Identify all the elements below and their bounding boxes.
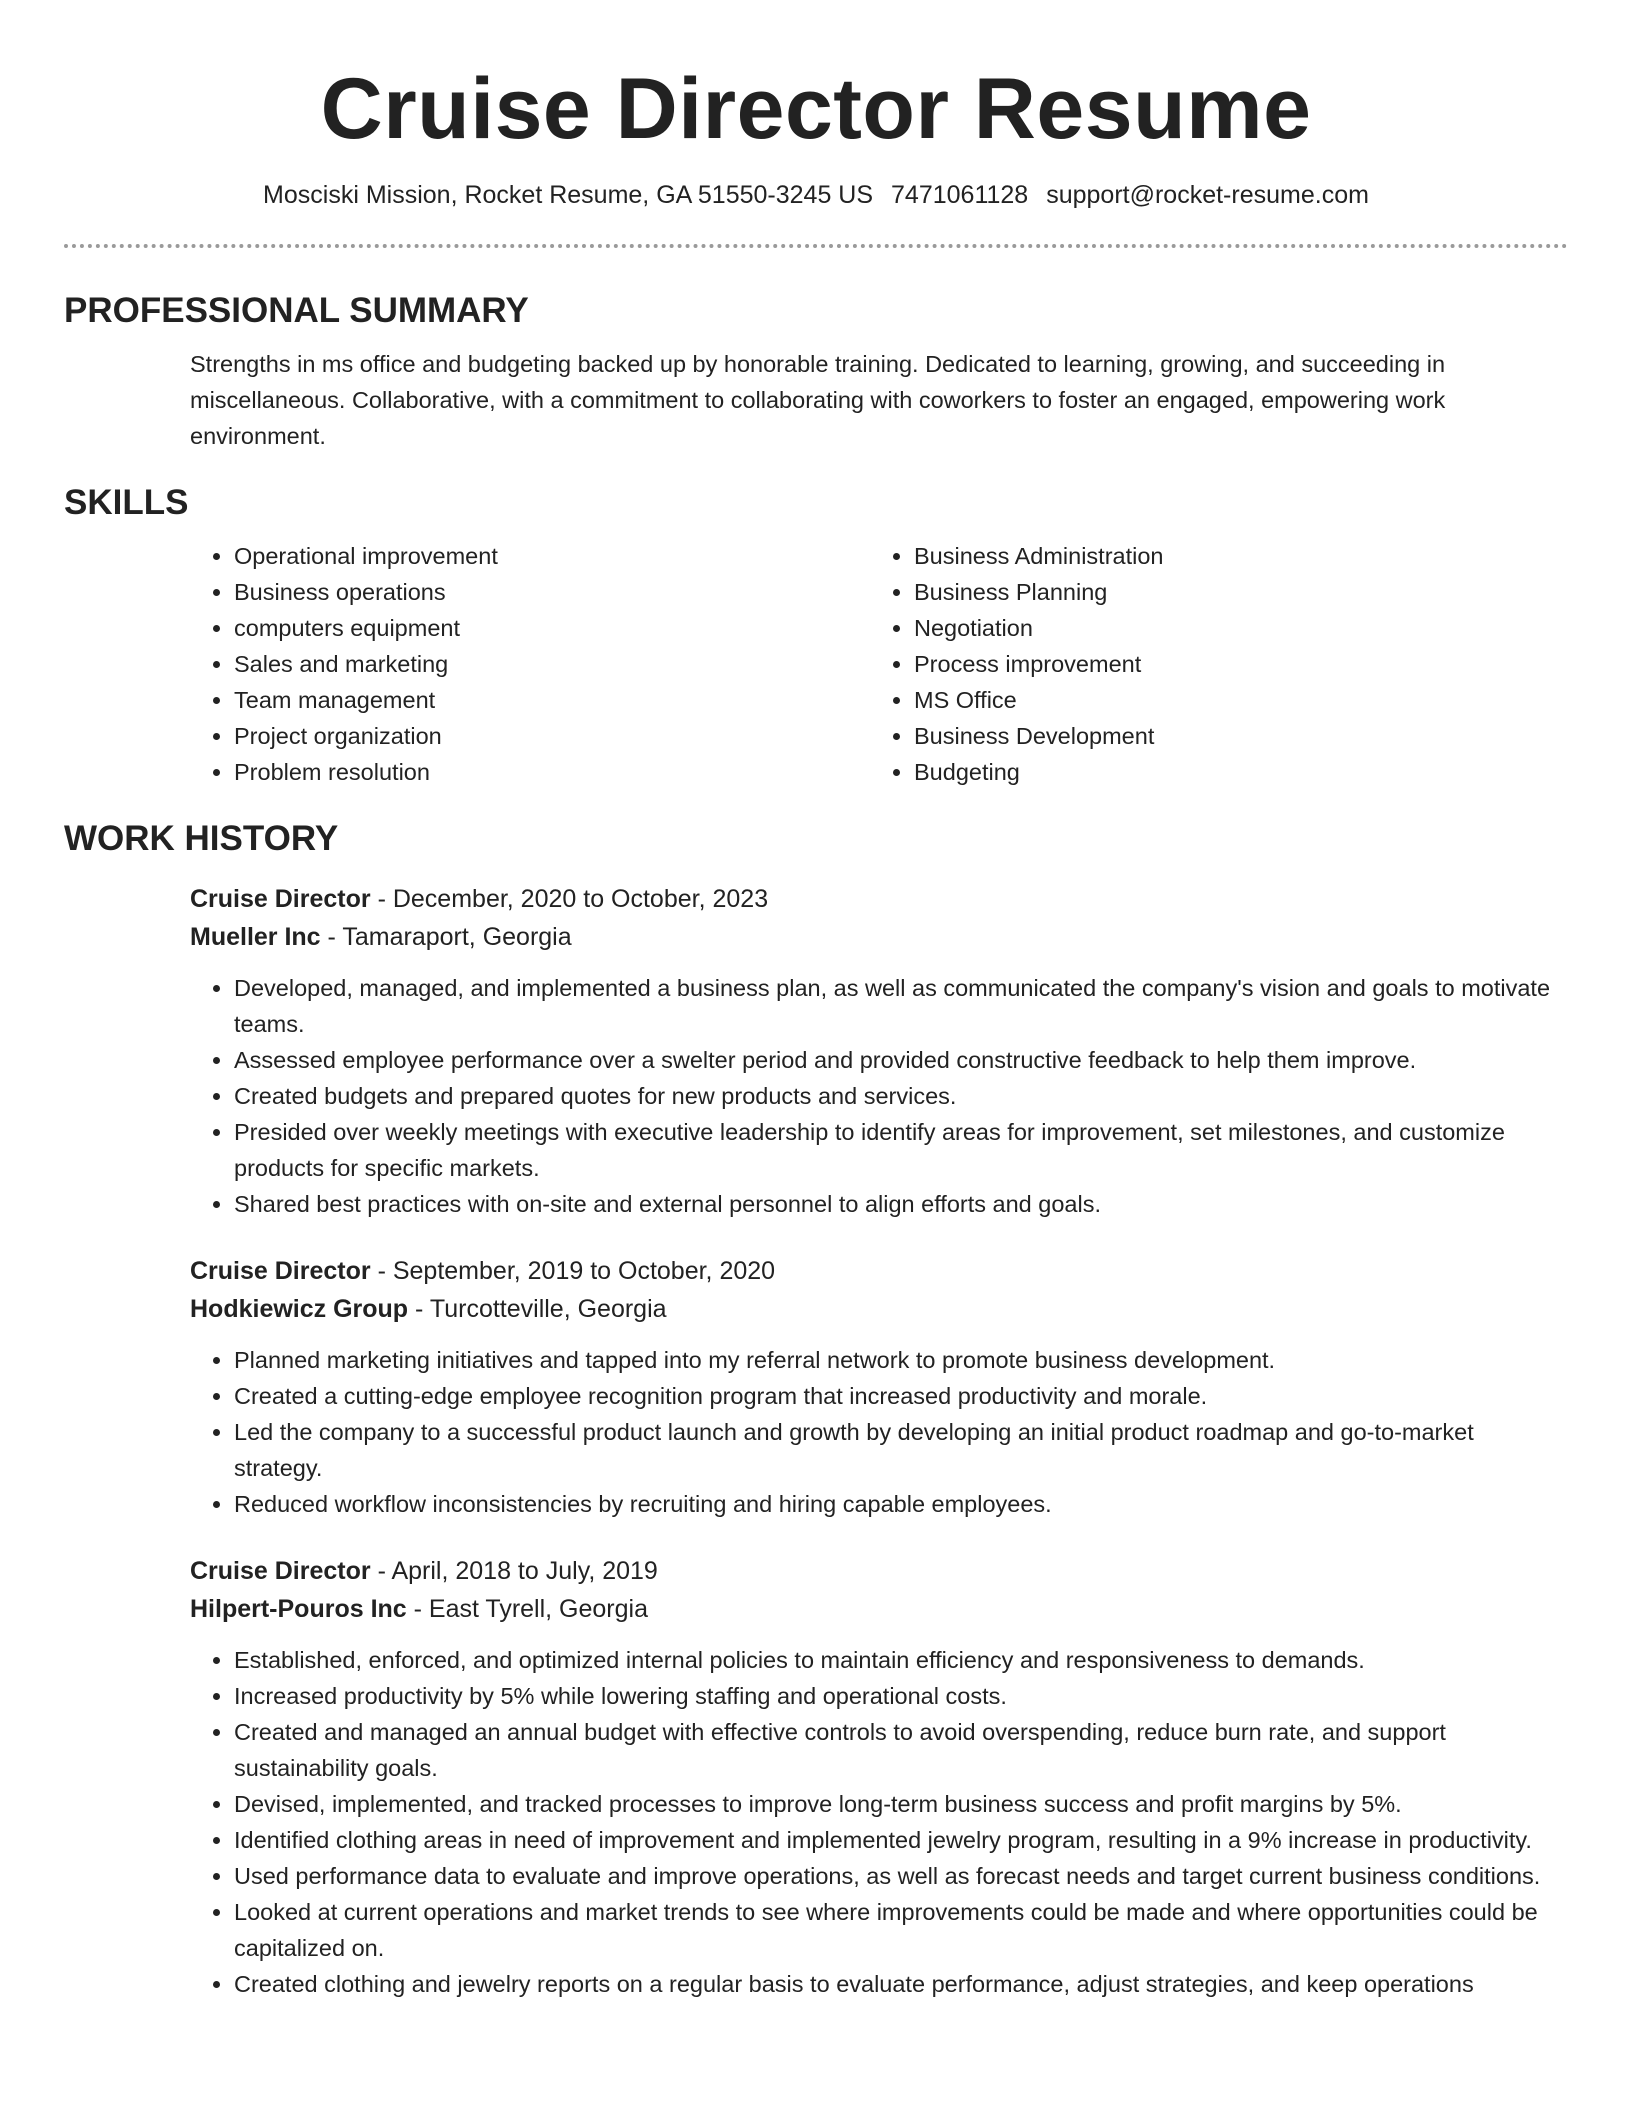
job-company-line (190, 1290, 1568, 1328)
job-company-line (190, 918, 1568, 956)
skill-item: • Project organization (234, 718, 870, 754)
skill-item: • Team management (234, 682, 870, 718)
skills-list-right (870, 538, 1568, 790)
work-history-section (0, 818, 1632, 2002)
job-dates: - September, 2019 to October, 2020 (377, 1257, 776, 1286)
summary-heading: PROFESSIONAL SUMMARY (64, 291, 529, 331)
skill-item: • Problem resolution (234, 754, 870, 790)
duty-item: • Presided over weekly meetings with executive leadership to identify areas for improvement, set milestones, and customize products for specific markets. (234, 1114, 1568, 1186)
job-entry (190, 1252, 1568, 1522)
skill-item: • Business Development (914, 718, 1568, 754)
duty-item: • Created budgets and prepared quotes for new products and services. (234, 1078, 1568, 1114)
skill-item: • Budgeting (914, 754, 1568, 790)
job-duties (190, 1342, 1568, 1522)
phone: 7471061128 (891, 181, 1029, 210)
summary-section (0, 290, 1632, 454)
job-dates: - December, 2020 to October, 2023 (377, 885, 769, 914)
job-role: Cruise Director (190, 885, 371, 914)
skill-item: • computers equipment (234, 610, 870, 646)
job-role: Cruise Director (190, 1557, 371, 1586)
job-company: Hodkiewicz Group (190, 1295, 409, 1324)
job-duties (190, 1642, 1568, 2002)
job-location: - East Tyrell, Georgia (413, 1595, 648, 1624)
skill-item: • Business Administration (914, 538, 1568, 574)
skills-heading: SKILLS (64, 483, 189, 523)
job-entry (190, 880, 1568, 1222)
job-role: Cruise Director (190, 1257, 371, 1286)
job-entry (190, 1552, 1568, 2002)
duty-item: • Created a cutting-edge employee recognition program that increased productivity and morale. (234, 1378, 1568, 1414)
job-company-line (190, 1590, 1568, 1628)
summary-text: Strengths in ms office and budgeting backed up by honorable training. Dedicated to learning, growing, and succeeding in miscellaneous. Collaborative, with a commitment to collaborating with coworkers to foster an engaged, empowering work environment. (190, 351, 1446, 450)
duty-item: • Led the company to a successful product launch and growth by developing an initial product roadmap and go-to-market strategy. (234, 1414, 1568, 1486)
address: Mosciski Mission, Rocket Resume, GA 51550-3245 US (263, 181, 874, 210)
job-role-line (190, 1252, 1568, 1290)
skill-item: • Operational improvement (234, 538, 870, 574)
duty-item: • Created clothing and jewelry reports on a regular basis to evaluate performance, adjust strategies, and keep operations (234, 1966, 1568, 2002)
job-company: Hilpert-Pouros Inc (190, 1595, 407, 1624)
email: support@rocket-resume.com (1046, 181, 1369, 210)
skill-item: • MS Office (914, 682, 1568, 718)
duty-item: • Used performance data to evaluate and improve operations, as well as forecast needs and target current business conditions. (234, 1858, 1568, 1894)
job-duties (190, 970, 1568, 1222)
skill-item: • Sales and marketing (234, 646, 870, 682)
duty-item: • Increased productivity by 5% while lowering staffing and operational costs. (234, 1678, 1568, 1714)
duty-item: • Planned marketing initiatives and tapped into my referral network to promote business development. (234, 1342, 1568, 1378)
duty-item: • Reduced workflow inconsistencies by recruiting and hiring capable employees. (234, 1486, 1568, 1522)
duty-item: • Identified clothing areas in need of improvement and implemented jewelry program, resulting in a 9% increase in productivity. (234, 1822, 1568, 1858)
duty-item: • Developed, managed, and implemented a business plan, as well as communicated the company's vision and goals to motivate teams. (234, 970, 1568, 1042)
skill-item: • Business Planning (914, 574, 1568, 610)
skill-item: • Business operations (234, 574, 870, 610)
job-role-line (190, 880, 1568, 918)
duty-item: • Shared best practices with on-site and external personnel to align efforts and goals. (234, 1186, 1568, 1222)
job-dates: - April, 2018 to July, 2019 (377, 1557, 658, 1586)
duty-item: • Established, enforced, and optimized internal policies to maintain efficiency and responsiveness to demands. (234, 1642, 1568, 1678)
resume-title: Cruise Director Resume (320, 61, 1312, 157)
skill-item: • Negotiation (914, 610, 1568, 646)
duty-item: • Assessed employee performance over a swelter period and provided constructive feedback to help them improve. (234, 1042, 1568, 1078)
job-location: - Turcotteville, Georgia (415, 1295, 667, 1324)
duty-item: • Looked at current operations and market trends to see where improvements could be made and where opportunities could be capitalized on. (234, 1894, 1568, 1966)
skill-item: • Process improvement (914, 646, 1568, 682)
job-company: Mueller Inc (190, 923, 321, 952)
job-location: - Tamaraport, Georgia (327, 923, 572, 952)
work-history-heading: WORK HISTORY (64, 819, 339, 859)
contact-line (0, 181, 1632, 210)
skills-list-left (190, 538, 870, 790)
skills-section (0, 482, 1632, 790)
header-divider (64, 244, 1568, 248)
duty-item: • Created and managed an annual budget with effective controls to avoid overspending, reduce burn rate, and support sustainability goals. (234, 1714, 1568, 1786)
job-role-line (190, 1552, 1568, 1590)
duty-item: • Devised, implemented, and tracked processes to improve long-term business success and profit margins by 5%. (234, 1786, 1568, 1822)
